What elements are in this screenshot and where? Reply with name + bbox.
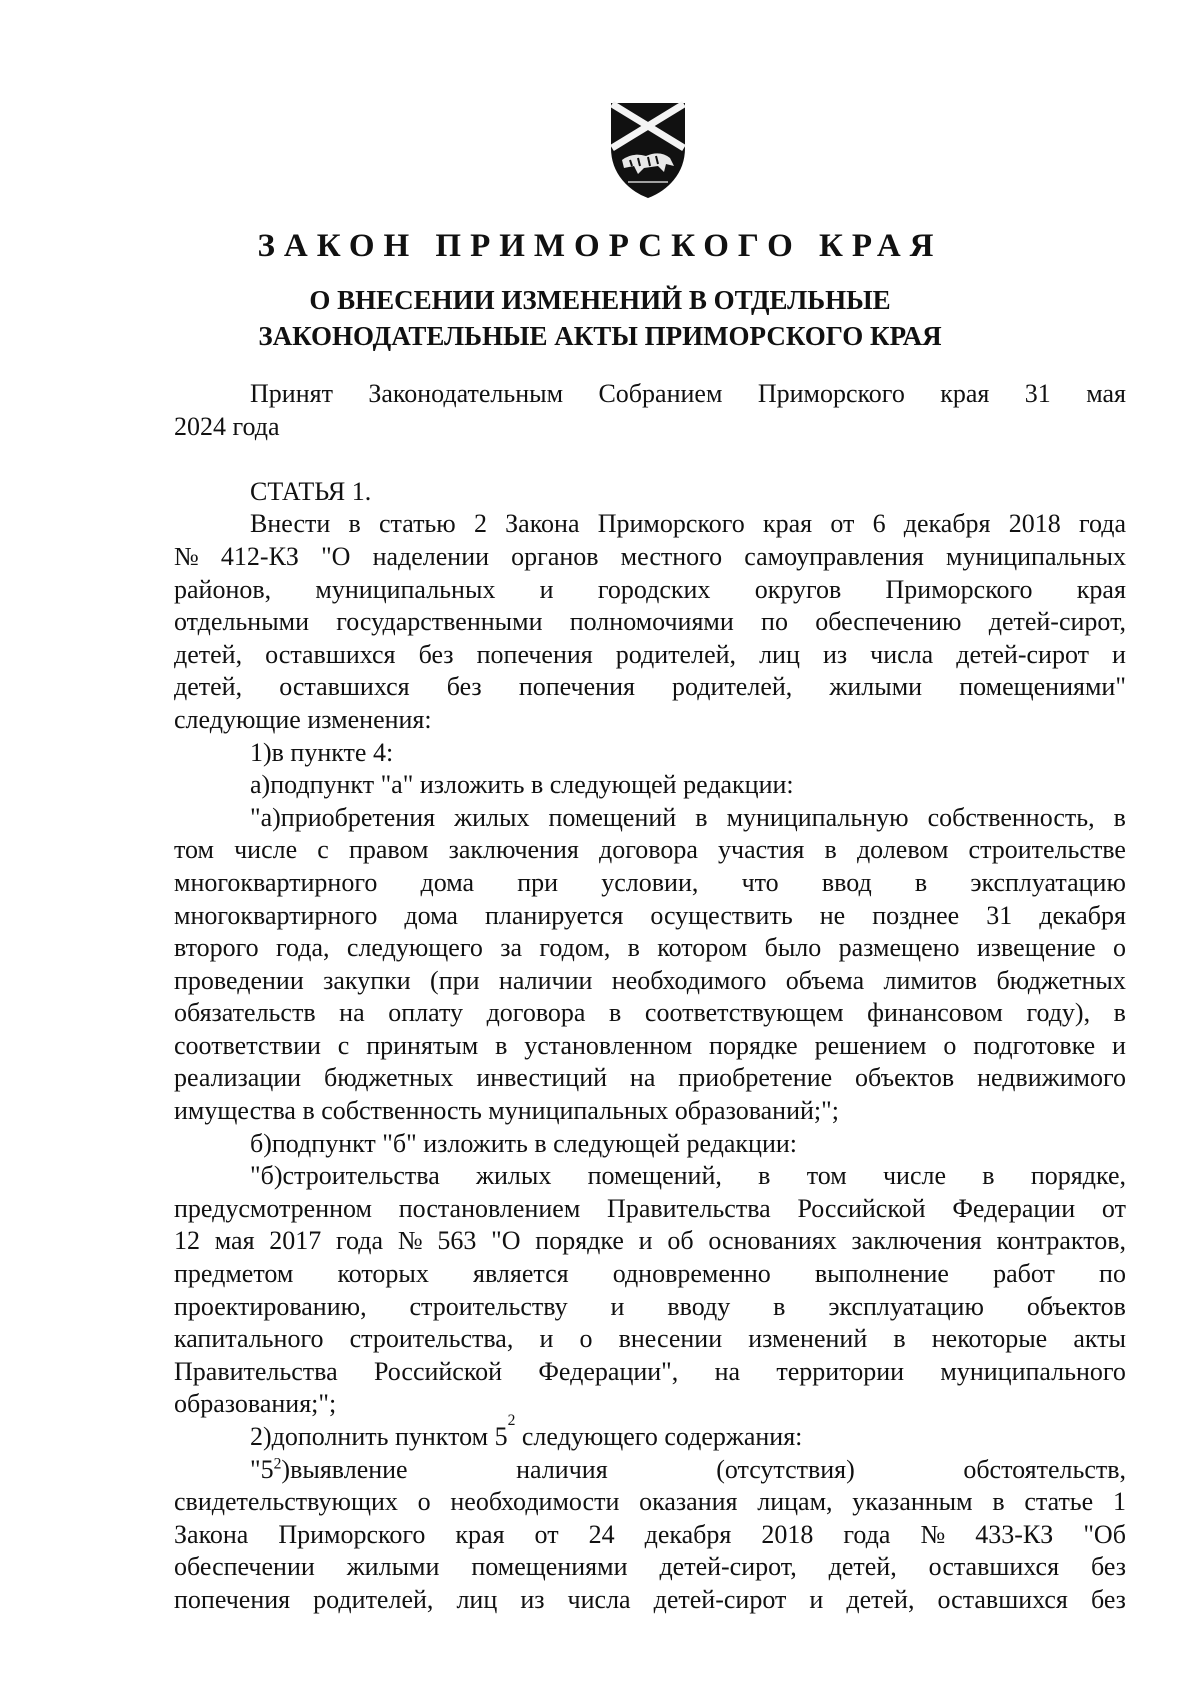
word: порядке — [535, 1226, 624, 1256]
word: оплату — [388, 998, 463, 1028]
word: основаниях — [708, 1226, 837, 1256]
word: местного — [620, 541, 723, 571]
text-line — [174, 1095, 1126, 1128]
word: родителей, — [313, 1584, 434, 1614]
word: проектированию, — [174, 1291, 367, 1321]
word: в — [1113, 998, 1126, 1028]
word: Закона — [505, 509, 580, 539]
word: объектов — [855, 1063, 955, 1093]
word: изменений — [748, 1324, 868, 1354]
word: условии, — [601, 867, 699, 897]
word: по — [761, 607, 788, 637]
word: об — [667, 1226, 694, 1256]
word: в — [348, 509, 361, 539]
word: строительства, — [349, 1324, 514, 1354]
word: обязательств — [174, 998, 316, 1028]
text-line — [174, 1062, 1126, 1095]
word: числе — [234, 835, 298, 865]
word: без — [446, 672, 482, 702]
word: размещено — [838, 933, 960, 963]
law-title: ЗАКОН ПРИМОРСКОГО КРАЯ — [257, 228, 943, 264]
word: решением — [814, 1030, 927, 1060]
word: недвижимого — [977, 1063, 1126, 1093]
word: № — [174, 541, 199, 571]
word: помещениями" — [959, 672, 1126, 702]
word: государственными — [336, 607, 543, 637]
word: полномочиями — [569, 607, 734, 637]
word: родителей, — [672, 672, 793, 702]
text-line — [174, 997, 1126, 1030]
item-text — [250, 1454, 408, 1487]
word: края — [762, 509, 813, 539]
article-item-2 — [174, 1412, 1126, 1454]
text-line — [174, 1551, 1126, 1584]
word: второго — [174, 933, 259, 963]
word: дома — [404, 900, 458, 930]
word: в — [695, 802, 708, 832]
text-line — [174, 834, 1126, 867]
word: годом, — [539, 933, 611, 963]
word: "О — [321, 541, 351, 571]
text-line — [174, 1225, 1126, 1258]
word: в — [982, 1161, 995, 1191]
word: и — [610, 1291, 625, 1321]
text-line — [174, 671, 1126, 704]
word: числа — [567, 1584, 631, 1614]
word: детей, — [174, 639, 243, 669]
word: о — [943, 1030, 957, 1060]
word: в — [495, 1030, 508, 1060]
word: попечения — [476, 639, 593, 669]
word: № — [397, 1226, 423, 1256]
word: детей-сирот — [653, 1584, 787, 1614]
word: статье — [1024, 1487, 1094, 1517]
text-line — [174, 1030, 1126, 1063]
text-line — [174, 541, 1126, 574]
word: необходимого — [611, 965, 767, 995]
word: том — [174, 835, 214, 865]
text-line — [174, 737, 1126, 770]
word: инвестиций — [476, 1063, 608, 1093]
word: "О — [491, 1226, 521, 1256]
word: бюджетных — [996, 965, 1126, 995]
word: территории — [776, 1356, 905, 1386]
word: "Об — [1083, 1519, 1126, 1549]
word: от — [534, 1519, 559, 1549]
word: о — [579, 1324, 593, 1354]
word: 433-КЗ — [975, 1519, 1054, 1549]
spacer — [174, 443, 1126, 476]
law-subtitle-line: ЗАКОНОДАТЕЛЬНЫЕ АКТЫ ПРИМОРСКОГО КРАЯ — [258, 321, 942, 351]
word: в — [609, 998, 622, 1028]
word: году), — [1026, 998, 1091, 1028]
text-line — [174, 1584, 1126, 1617]
article-text — [174, 508, 1126, 1421]
word: 1 — [1112, 1487, 1126, 1517]
text-line — [174, 1388, 1126, 1421]
word: мая — [1086, 379, 1126, 408]
word: 412-КЗ — [220, 541, 299, 571]
word: попечения — [174, 1584, 291, 1614]
word: (при — [430, 965, 480, 995]
word: года — [336, 1226, 384, 1256]
text-line — [174, 1128, 1126, 1161]
word: о — [417, 1487, 431, 1517]
word: лицам, — [757, 1487, 833, 1517]
word: Приморского — [597, 509, 745, 539]
word: от — [1101, 1193, 1126, 1223]
word: извещение — [976, 933, 1096, 963]
word: на — [339, 998, 365, 1028]
word: за — [500, 933, 523, 963]
word: лиц — [759, 639, 800, 669]
word: 2018 — [1008, 509, 1061, 539]
word: Российской — [797, 1193, 926, 1223]
word: и — [1112, 1030, 1126, 1060]
word: о — [1113, 933, 1126, 963]
word: 1)в пункте 4: — [250, 737, 394, 767]
word: оставшихся — [928, 1552, 1060, 1582]
word: эксплуатацию — [828, 1291, 984, 1321]
word: контрактов, — [996, 1226, 1126, 1256]
document-body — [174, 378, 1126, 1617]
word: заключения — [448, 835, 579, 865]
word: предусмотренном — [174, 1193, 372, 1223]
word: края — [455, 1519, 505, 1549]
word: органов — [511, 541, 599, 571]
word: соответствии — [174, 1030, 321, 1060]
word: детей, — [828, 1552, 897, 1582]
article-text-tail — [174, 1486, 1126, 1616]
text-line — [174, 574, 1126, 607]
word: на — [629, 1063, 656, 1093]
word: муниципальных — [945, 541, 1126, 571]
word: 12 — [174, 1226, 200, 1256]
word: принятым — [366, 1030, 479, 1060]
word: позднее — [872, 900, 960, 930]
word: статью — [378, 509, 456, 539]
word: "б)строительства — [250, 1161, 440, 1191]
text-line — [174, 1356, 1126, 1389]
word: без — [418, 639, 454, 669]
word: родителей, — [615, 639, 737, 669]
word: имущества в собственность муниципальных образований;"; — [174, 1096, 839, 1126]
word: что — [741, 867, 779, 897]
item-text: следующего содержания: — [515, 1422, 803, 1451]
word: детей-сирот, — [659, 1552, 797, 1582]
word: б)подпункт "б" изложить в следующей редакции: — [250, 1128, 798, 1158]
word: края — [940, 379, 990, 408]
word: жилыми — [346, 1552, 440, 1582]
word: ввод — [821, 867, 872, 897]
word: установленном — [524, 1030, 693, 1060]
superscript: 2 — [273, 1454, 282, 1472]
word: 2018 — [761, 1519, 814, 1549]
superscript: 2 — [507, 1412, 516, 1429]
word: № — [920, 1519, 946, 1549]
word: "а)приобретения — [250, 802, 436, 832]
word: муниципальных — [315, 574, 496, 604]
word: и — [539, 1324, 554, 1354]
word: лиц — [456, 1584, 498, 1614]
word: объема — [785, 965, 865, 995]
word: Закона — [174, 1519, 249, 1549]
word: акты — [1073, 1324, 1126, 1354]
word: муниципальную — [726, 802, 909, 832]
word: которых — [337, 1259, 429, 1289]
word: Приморского — [885, 574, 1033, 604]
word: декабря — [1039, 900, 1126, 930]
word: следующие изменения: — [174, 704, 432, 734]
word: соответствующем — [644, 998, 844, 1028]
word: обеспечении — [174, 1552, 315, 1582]
item-text: "5 — [250, 1454, 274, 1484]
word: Федерации", — [538, 1356, 679, 1386]
word: в — [627, 933, 640, 963]
word: на — [714, 1356, 741, 1386]
word: 2 — [473, 509, 487, 539]
word: 563 — [437, 1226, 477, 1256]
word: декабря — [903, 509, 991, 539]
text-line — [174, 606, 1126, 639]
word: осуществить — [650, 900, 793, 930]
text-line — [174, 965, 1126, 998]
word: в — [824, 835, 837, 865]
word: обеспечению — [815, 607, 962, 637]
word: при — [517, 867, 559, 897]
word: в — [1113, 802, 1126, 832]
word: заключения — [851, 1226, 982, 1256]
word: помещений, — [587, 1161, 722, 1191]
word: и — [1112, 639, 1126, 669]
law-subtitle-line: О ВНЕСЕНИИ ИЗМЕНЕНИЙ В ОТДЕЛЬНЫЕ — [309, 285, 891, 315]
word: с — [317, 835, 329, 865]
word: края — [1076, 574, 1126, 604]
text-line — [174, 802, 1126, 835]
word: обстоятельств, — [963, 1454, 1126, 1484]
word: Законодательным — [368, 379, 564, 408]
word: правом — [348, 835, 429, 865]
text-line — [174, 1258, 1126, 1291]
word: районов, — [174, 574, 272, 604]
word: реализации — [174, 1063, 302, 1093]
word: (отсутствия) — [716, 1454, 855, 1484]
word: строительству — [409, 1291, 568, 1321]
word: объектов — [1026, 1291, 1126, 1321]
word: Внести — [250, 509, 331, 539]
word: городских — [597, 574, 711, 604]
law-subtitle — [0, 282, 1200, 354]
word: одновременно — [612, 1259, 771, 1289]
word: декабря — [644, 1519, 732, 1549]
word: жилыми — [829, 672, 923, 702]
word: собственность, — [927, 802, 1095, 832]
word: внесении — [618, 1324, 723, 1354]
word: котором — [657, 933, 748, 963]
article-heading-text: СТАТЬЯ 1. — [250, 476, 372, 506]
word: года, — [276, 933, 330, 963]
word: оставшихся — [279, 672, 410, 702]
article-heading — [174, 476, 1126, 509]
adoption-line — [174, 378, 1126, 411]
word: планируется — [484, 900, 624, 930]
word: а)подпункт "а" изложить в следующей редакции: — [250, 770, 794, 800]
word: было — [764, 933, 822, 963]
word: указанным — [852, 1487, 973, 1517]
word: в — [914, 867, 928, 897]
word: наличии — [498, 965, 593, 995]
word: числа — [870, 639, 934, 669]
text-line — [174, 932, 1126, 965]
word: не — [819, 900, 846, 930]
word: Собранием — [598, 379, 723, 408]
word: оставшихся — [937, 1584, 1068, 1614]
word: в — [893, 1324, 906, 1354]
word: 6 — [872, 509, 886, 539]
word: и — [638, 1226, 653, 1256]
word: муниципального — [940, 1356, 1126, 1386]
word: работ — [993, 1259, 1055, 1289]
word: подготовке — [973, 1030, 1096, 1060]
word: детей-сирот — [956, 639, 1089, 669]
word: в — [773, 1291, 786, 1321]
word: помещениями — [471, 1552, 628, 1582]
word: договора — [598, 835, 698, 865]
word: 31 — [986, 900, 1013, 930]
word: финансовом — [867, 998, 1003, 1028]
adoption-year-text: 2024 года — [174, 411, 280, 441]
word: многоквартирного — [174, 900, 378, 930]
word: выполнение — [814, 1259, 949, 1289]
word: в — [992, 1487, 1005, 1517]
word: некоторые — [931, 1324, 1048, 1354]
word: порядке — [709, 1030, 798, 1060]
text-line — [174, 1160, 1126, 1193]
word: Правительства — [174, 1356, 338, 1386]
word: является — [473, 1259, 569, 1289]
word: наделении — [372, 541, 490, 571]
word: долевом — [856, 835, 949, 865]
primorsky-krai-coat-of-arms-icon — [608, 100, 688, 200]
word: 2017 — [269, 1226, 322, 1256]
word: Федерации — [952, 1193, 1076, 1223]
word: закупки — [323, 965, 411, 995]
text-line — [174, 639, 1126, 672]
word: договора — [486, 998, 586, 1028]
word: свидетельствующих — [174, 1487, 398, 1517]
word: года — [1078, 509, 1126, 539]
word: вводу — [667, 1291, 731, 1321]
word: образования;"; — [174, 1389, 337, 1419]
word: приобретение — [678, 1063, 833, 1093]
word: том — [806, 1161, 847, 1191]
word: Российской — [373, 1356, 503, 1386]
word: многоквартирного — [174, 867, 378, 897]
word: в — [758, 1161, 771, 1191]
text-line — [174, 704, 1126, 737]
word: из — [520, 1584, 545, 1614]
word: участия — [718, 835, 805, 865]
word: из — [822, 639, 848, 669]
word: порядке, — [1030, 1161, 1126, 1191]
word: Приморского — [757, 379, 905, 408]
word: от — [830, 509, 855, 539]
word: самоуправления — [744, 541, 924, 571]
word: отдельными — [174, 607, 310, 637]
item-text: 2)дополнить пунктом 5 — [250, 1422, 508, 1451]
word: эксплуатацию — [970, 867, 1126, 897]
word: округов — [754, 574, 842, 604]
word: оставшихся — [265, 639, 396, 669]
word: 24 — [588, 1519, 615, 1549]
word: помещений — [548, 802, 677, 832]
text-line — [174, 508, 1126, 541]
word: 31 — [1024, 379, 1051, 408]
text-line — [174, 1486, 1126, 1519]
word: без — [1090, 1584, 1126, 1614]
word: следующего — [346, 933, 483, 963]
text-line — [174, 1193, 1126, 1226]
text-line — [174, 1323, 1126, 1356]
word: с — [337, 1030, 350, 1060]
word: года — [843, 1519, 891, 1549]
word: предметом — [174, 1259, 294, 1289]
word: Приморского — [278, 1519, 426, 1549]
text-line — [174, 900, 1126, 933]
word: детей-сирот, — [988, 607, 1126, 637]
word: жилых — [476, 1161, 552, 1191]
word: наличия — [516, 1454, 608, 1484]
word: детей, — [174, 672, 243, 702]
word: мая — [214, 1226, 255, 1256]
adoption-year — [174, 411, 1126, 444]
word: по — [1099, 1259, 1126, 1289]
text-line — [174, 1519, 1126, 1552]
word: дома — [420, 867, 475, 897]
word: необходимости — [450, 1487, 620, 1517]
word: детей, — [846, 1584, 915, 1614]
word: и — [809, 1584, 824, 1614]
word: оказания — [639, 1487, 738, 1517]
word: попечения — [518, 672, 635, 702]
word: Принят — [250, 379, 333, 408]
word: бюджетных — [323, 1063, 454, 1093]
word: Правительства — [607, 1193, 771, 1223]
word: и — [539, 574, 554, 604]
article-item-2-quote — [174, 1454, 1126, 1487]
word: капитального — [174, 1324, 324, 1354]
text-line — [174, 769, 1126, 802]
word: постановлением — [398, 1193, 581, 1223]
word: проведении — [174, 965, 304, 995]
text-line — [174, 867, 1126, 900]
word: лимитов — [883, 965, 978, 995]
word: жилых — [454, 802, 530, 832]
item-text: )выявление — [281, 1454, 408, 1484]
word: строительстве — [968, 835, 1126, 865]
text-line — [174, 1291, 1126, 1324]
word: числе — [882, 1161, 947, 1191]
word: без — [1090, 1552, 1126, 1582]
